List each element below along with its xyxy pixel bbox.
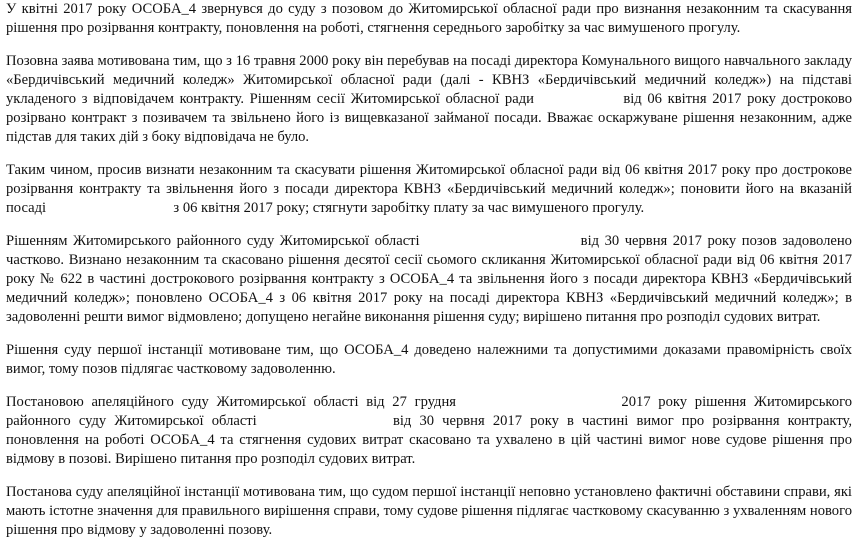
paragraph-claim-request bbox=[6, 161, 852, 218]
paragraph-text: Постанова суду апеляційної інстанції мотивована тим, що судом першої інстанції неповно установлено фактичні обставини справи, які мають істотне значення для правильного вирішення справи, тому судове рішення підлягає частковому скасуванню з ухваленням нового рішення про відмову у задоволенні позову. bbox=[6, 484, 852, 538]
paragraph-first-instance-reasoning bbox=[6, 341, 852, 379]
paragraph-text: від 30 червня 2017 року позов задоволено частково. Визнано незаконним та скасовано рішення десятої сесії сьомого скликання Житомирської обласної ради від 06 квітня 2017 року № 622 в частині дострокового розірвання контракту з ОСОБА_4 та звільнення його з посади директора КВНЗ «Бердичівський медичний коледж»; поновлено ОСОБА_4 з 06 квітня 2017 року на посаді директора КВНЗ «Бердичівський медичний коледж»; в задоволенні решти вимог відмовлено; допущено негайне виконання рішення суду; вирішено питання про розподіл судових витрат. bbox=[6, 233, 852, 325]
paragraph-claim-grounds bbox=[6, 52, 852, 147]
paragraph-text: 2017 року рішення Житомирського районного суду Житомирської області bbox=[6, 394, 853, 429]
paragraph-text: Позовна заява мотивована тим, що з 16 травня 2000 року він перебував на посаді директора Комунального вищого навчального закладу «Бердичівський медичний коледж» Житомирської обласної ради (далі - КВНЗ «Бердичівський медичний коледж») на підставі укладеного з відповідачем контракту. Рішенням сесії Житомирської обласної ради bbox=[6, 53, 852, 107]
paragraph-appeal-reasoning bbox=[6, 483, 852, 540]
paragraph-appeal-ruling bbox=[6, 393, 852, 469]
paragraph-claim-filed bbox=[6, 0, 852, 38]
paragraph-text: від 06 квітня 2017 року достроково розірвано контракт з позивачем та звільнено його із вищевказаної займаної посади. Вважає оскаржуване рішення незаконним, адже підстав для таких дій з боку відповідача не було. bbox=[6, 91, 853, 145]
paragraph-text: Постановою апеляційного суду Житомирської області від 27 грудня bbox=[6, 394, 457, 410]
paragraph-text: Таким чином, просив визнати незаконним та скасувати рішення Житомирської обласної ради від 06 квітня 2017 року про дострокове розірвання контракту та звільнення його з посади директора КВНЗ «Бердичівський медичний коледж»; поновити його на вказаній посаді bbox=[6, 162, 852, 216]
paragraph-text: від 30 червня 2017 року в частині вимог про розірвання контракту, поновлення на роботі ОСОБА_4 та стягнення судових витрат скасовано та ухвалено в цій частині вимог нове судове рішення про відмову в позові. Вирішено питання про розподіл судових витрат. bbox=[6, 413, 852, 467]
document-body bbox=[6, 0, 852, 554]
paragraph-text: У квітні 2017 року ОСОБА_4 звернувся до суду з позовом до Житомирської обласної ради про визнання незаконним та скасування рішення про розірвання контракту, поновлення на роботі, стягнення середнього заробітку за час вимушеного прогулу. bbox=[6, 1, 852, 36]
paragraph-text: з 06 квітня 2017 року; стягнути заробітку плату за час вимушеного прогулу. bbox=[173, 200, 645, 216]
paragraph-text: Рішенням Житомирського районного суду Житомирської області bbox=[6, 233, 420, 249]
paragraph-text: Рішення суду першої інстанції мотивоване тим, що ОСОБА_4 доведено належними та допустимими доказами правомірність своїх вимог, тому позов підлягає частковому задоволенню. bbox=[6, 342, 852, 377]
paragraph-first-instance-decision bbox=[6, 232, 852, 327]
